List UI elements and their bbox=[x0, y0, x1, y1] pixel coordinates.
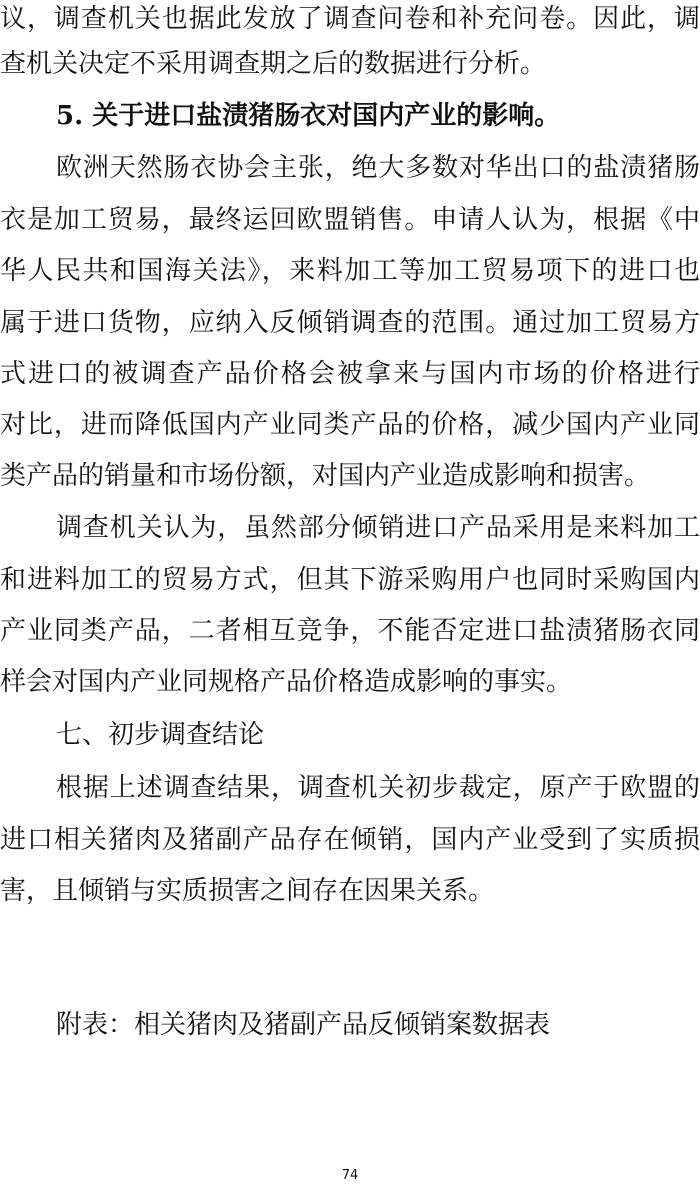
text-line bbox=[0, 871, 700, 911]
line-text: 调查机关认为，虽然部分倾销进口产品采用是来料加工 bbox=[56, 513, 700, 543]
line-text: 样会对国内产业同规格产品价格造成影响的事实。 bbox=[0, 667, 573, 697]
line-text: 产业同类产品，二者相互竞争，不能否定进口盐渍猪肠衣同 bbox=[0, 616, 700, 646]
text-line bbox=[0, 662, 700, 702]
appendix-text: 附表：相关猪肉及猪副产品反倾销案数据表 bbox=[56, 1010, 551, 1040]
line-text: 查机关决定不采用调查期之后的数据进行分析。 bbox=[0, 49, 547, 79]
text-line bbox=[0, 611, 700, 651]
text-line bbox=[56, 768, 700, 808]
line-text: 对比，进而降低国内产业同类产品的价格，减少国内产业同 bbox=[0, 410, 700, 440]
text-line bbox=[0, 820, 700, 860]
line-text: 害，且倾销与实质损害之间存在因果关系。 bbox=[0, 876, 495, 906]
text-line bbox=[0, 0, 700, 39]
text-line bbox=[0, 200, 700, 240]
heading-text: 七、初步调查结论 bbox=[56, 720, 265, 750]
line-text: 属于进口货物，应纳入反倾销调查的范围。通过加工贸易方 bbox=[0, 308, 700, 338]
line-text: 式进口的被调查产品价格会被拿来与国内市场的价格进行 bbox=[0, 359, 700, 389]
appendix-note bbox=[56, 1005, 700, 1045]
line-text: 根据上述调查结果，调查机关初步裁定，原产于欧盟的 bbox=[56, 773, 700, 803]
page-number: 74 bbox=[341, 1168, 359, 1183]
section-heading bbox=[56, 715, 700, 755]
line-text: 欧洲天然肠衣协会主张，绝大多数对华出口的盐渍猪肠 bbox=[56, 153, 700, 183]
text-line bbox=[0, 354, 700, 394]
text-line bbox=[0, 405, 700, 445]
text-line bbox=[56, 148, 700, 188]
text-line bbox=[56, 508, 700, 548]
text-line bbox=[0, 303, 700, 343]
text-line bbox=[0, 251, 700, 291]
line-text: 类产品的销量和市场份额，对国内产业造成影响和损害。 bbox=[0, 461, 651, 491]
line-text: 和进料加工的贸易方式，但其下游采购用户也同时采购国内 bbox=[0, 565, 700, 595]
text-line bbox=[0, 560, 700, 600]
line-text: 进口相关猪肉及猪副产品存在倾销，国内产业受到了实质损 bbox=[0, 825, 700, 855]
heading-text: 5. 关于进口盐渍猪肠衣对国内产业的影响。 bbox=[56, 101, 561, 131]
line-text: 华人民共和国海关法》，来料加工等加工贸易项下的进口也 bbox=[0, 256, 700, 286]
text-line bbox=[0, 44, 700, 84]
text-line bbox=[0, 456, 700, 496]
line-text: 议，调查机关也据此发放了调查问卷和补充问卷。因此，调 bbox=[0, 4, 700, 34]
section-heading bbox=[56, 96, 700, 136]
line-text: 衣是加工贸易，最终运回欧盟销售。申请人认为，根据《中 bbox=[0, 205, 700, 235]
